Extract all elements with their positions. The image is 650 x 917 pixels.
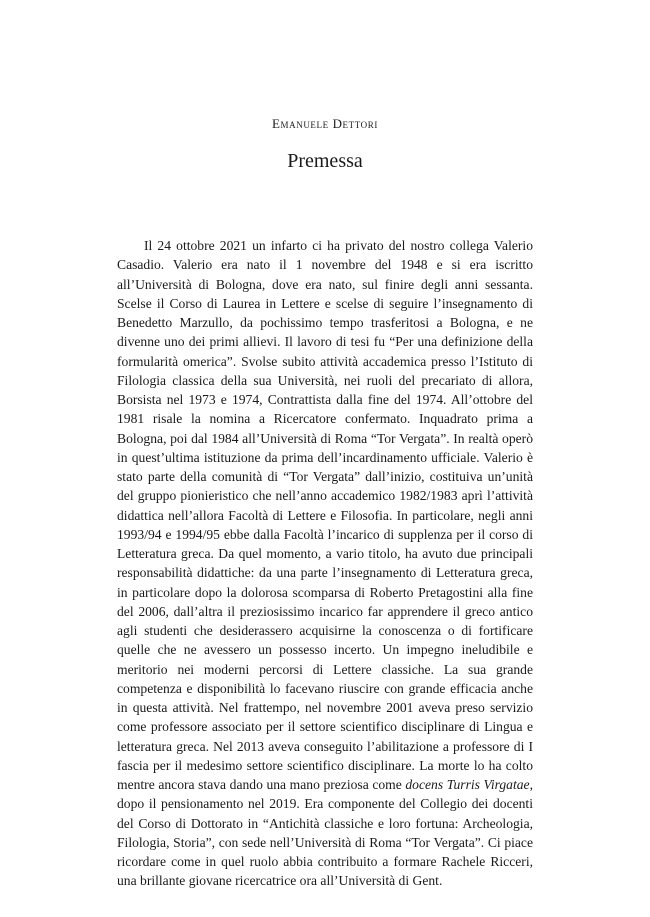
paragraph-text-end: , dopo il pensionamento nel 2019. Era componente del Collegio dei docenti del Corso di Dottorato in “Antichità classiche e loro fortuna: Archeologia, Filologia, Storia”, con sede nell’Università di Roma “Tor Vergata”. Ci piace ricordare come in quel ruolo abbia contribuito a formare Rachele Ricceri, una brillante giovane ricercatrice ora all’Università di Gent.	[117, 777, 533, 889]
body-paragraph	[117, 236, 533, 891]
italic-phrase: docens Turris Virgatae	[405, 777, 530, 792]
chapter-title: Premessa	[287, 150, 363, 172]
author-name: Emanuele Dettori	[271, 116, 378, 131]
paragraph-text: Il 24 ottobre 2021 un infarto ci ha privato del nostro collega Valerio Casadio. Valerio era nato il 1 novembre del 1948 e si era iscritto all’Università di Bologna, dove era nato, sul finire degli anni sessanta. Scelse il Corso di Laurea in Lettere e scelse di seguire l’insegnamento di Benedetto Marzullo, da pochissimo tempo trasferitosi a Bologna, e ne divenne uno dei primi allievi. Il lavoro di tesi fu “Per una definizione della formularità omerica”. Svolse subito attività accademica presso l’Istituto di Filologia classica della sua Università, nei ruoli del precariato di allora, Borsista nel 1973 e 1974, Contrattista dalla fine del 1974. All’ottobre del 1981 risale la nomina a Ricercatore confermato. Inquadrato prima a Bologna, poi dal 1984 all’Università di Roma “Tor Vergata”. In realtà operò in quest’ultima istituzione da prima dell’incardinamento ufficiale. Valerio è stato parte della comunità di “Tor Vergata” dall’inizio, costituiva un’unità del gruppo pionieristico che nell’anno accademico 1982/1983 aprì l’attività didattica nell’allora Facoltà di Lettere e Filosofia. In particolare, negli anni 1993/94 e 1994/95 ebbe dalla Facoltà l’incarico di supplenza per il corso di Letteratura greca. Da quel momento, a vario titolo, ha avuto due principali responsabilità didattiche: da una parte l’insegnamento di Letteratura greca, in particolare dopo la dolorosa scomparsa di Roberto Pretagostini alla fine del 2006, dall’altra il preziosissimo incarico far apprendere il greco antico agli studenti che desiderassero acquisirne la conoscenza o di fortificare quelle che ne avessero un possesso incerto. Un impegno ineludibile e meritorio nei moderni percorsi di Lettere classiche. La sua grande competenza e disponibilità lo facevano riuscire con grande efficacia anche in questa attività. Nel frattempo, nel novembre 2001 aveva preso servizio come professore associato per il settore scientifico disciplinare di Lingua e letteratura greca. Nel 2013 aveva conseguito l’abilitazione a professore di I fascia per il medesimo settore scientifico disciplinare. La morte lo ha colto mentre ancora stava dando una mano preziosa come	[117, 238, 533, 792]
